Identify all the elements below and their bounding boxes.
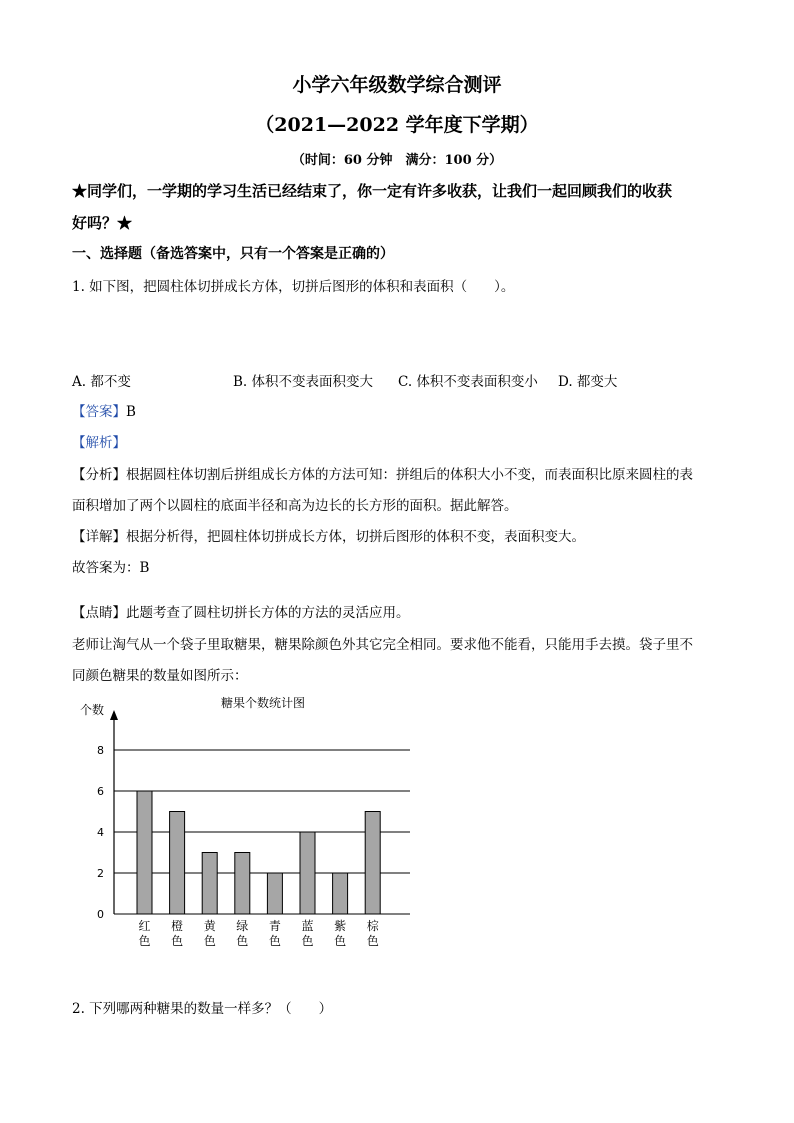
y-tick-label: 0 — [97, 908, 104, 921]
bar-6 — [333, 873, 348, 914]
q1-option-b: B. 体积不变表面积变大 — [233, 374, 374, 390]
bar-4 — [267, 873, 282, 914]
x-tick-label: 紫 — [334, 919, 347, 933]
q1-fenxi-line-2: 面积增加了两个以圆柱的底面半径和高为边长的长方形的面积。据此解答。 — [72, 498, 518, 514]
dianjing-text: 此题考查了圆柱切拼长方体的方法的灵活应用。 — [126, 605, 410, 621]
x-tick-label: 色 — [171, 934, 184, 948]
x-tick-label: 橙 — [171, 919, 184, 933]
fenxi-label: 【分析】 — [72, 467, 126, 483]
candy-bar-chart — [60, 690, 420, 960]
x-tick-label: 色 — [236, 934, 249, 948]
page-title: 小学六年级数学综合测评 — [292, 74, 502, 96]
y-tick-label: 6 — [97, 785, 104, 798]
x-tick-label: 红 — [138, 919, 151, 933]
chart-title: 糖果个数统计图 — [220, 696, 306, 710]
y-tick-label: 4 — [97, 826, 104, 839]
x-tick-label: 色 — [203, 934, 216, 948]
answer-label: 【答案】 — [72, 404, 126, 420]
y-axis-label: 个数 — [80, 703, 105, 717]
analysis-label: 【解析】 — [72, 435, 126, 451]
bar-3 — [235, 853, 250, 915]
x-tick-label: 色 — [366, 934, 379, 948]
bar-0 — [137, 791, 152, 914]
x-tick-label: 棕 — [366, 919, 379, 933]
q1-option-d: D. 都变大 — [558, 374, 618, 390]
x-tick-label: 蓝 — [301, 919, 314, 933]
bar-5 — [300, 832, 315, 914]
x-tick-label: 青 — [268, 919, 281, 933]
y-axis-arrow — [110, 710, 118, 720]
q1-option-a: A. 都不变 — [72, 374, 131, 390]
fenxi-text-1: 根据圆柱体切割后拼组成长方体的方法可知：拼组后的体积大小不变，而表面积比原来圆柱的表 — [126, 467, 693, 483]
xiangjie-text: 根据分析得，把圆柱体切拼成长方体，切拼后图形的体积不变，表面积变大。 — [126, 529, 585, 545]
exam-info: （时间：60 分钟 满分：100 分） — [291, 153, 503, 168]
bar-7 — [365, 812, 380, 915]
dianjing-label: 【点睛】 — [72, 605, 126, 621]
y-tick-label: 2 — [97, 867, 104, 880]
q1-conclusion: 故答案为：B — [72, 560, 150, 576]
bar-2 — [202, 853, 217, 915]
x-tick-label: 色 — [334, 934, 347, 948]
x-tick-label: 色 — [138, 934, 151, 948]
term-subtitle: （2021—2022 学年度下学期） — [255, 114, 539, 136]
y-tick-label: 8 — [97, 744, 104, 757]
q1-question: 1. 如下图，把圆柱体切拼成长方体，切拼后图形的体积和表面积（ ）。 — [72, 279, 515, 295]
story-line-2: 同颜色糖果的数量如图所示： — [72, 668, 248, 684]
q1-xiangjie — [72, 525, 585, 545]
q1-fenxi-line-1 — [72, 463, 693, 483]
x-tick-label: 绿 — [236, 919, 249, 933]
answer-value: B — [126, 404, 136, 420]
intro-line-1: ★同学们，一学期的学习生活已经结束了，你一定有许多收获，让我们一起回顾我们的收获 — [72, 182, 673, 200]
q1-option-c: C. 体积不变表面积变小 — [398, 374, 538, 390]
q1-answer — [72, 400, 136, 420]
story-line-1: 老师让淘气从一个袋子里取糖果，糖果除颜色外其它完全相同。要求他不能看，只能用手去摸。袋子里不 — [72, 637, 693, 653]
q1-dianjing — [72, 601, 410, 621]
x-tick-label: 色 — [301, 934, 314, 948]
x-tick-label: 黄 — [203, 919, 216, 933]
xiangjie-label: 【详解】 — [72, 529, 126, 545]
q2-question: 2. 下列哪两种糖果的数量一样多？（ ） — [72, 1001, 333, 1017]
bar-1 — [170, 812, 185, 915]
section-heading: 一、选择题（备选答案中，只有一个答案是正确的） — [72, 246, 394, 262]
x-tick-label: 色 — [268, 934, 281, 948]
intro-line-2: 好吗？★ — [72, 214, 133, 232]
